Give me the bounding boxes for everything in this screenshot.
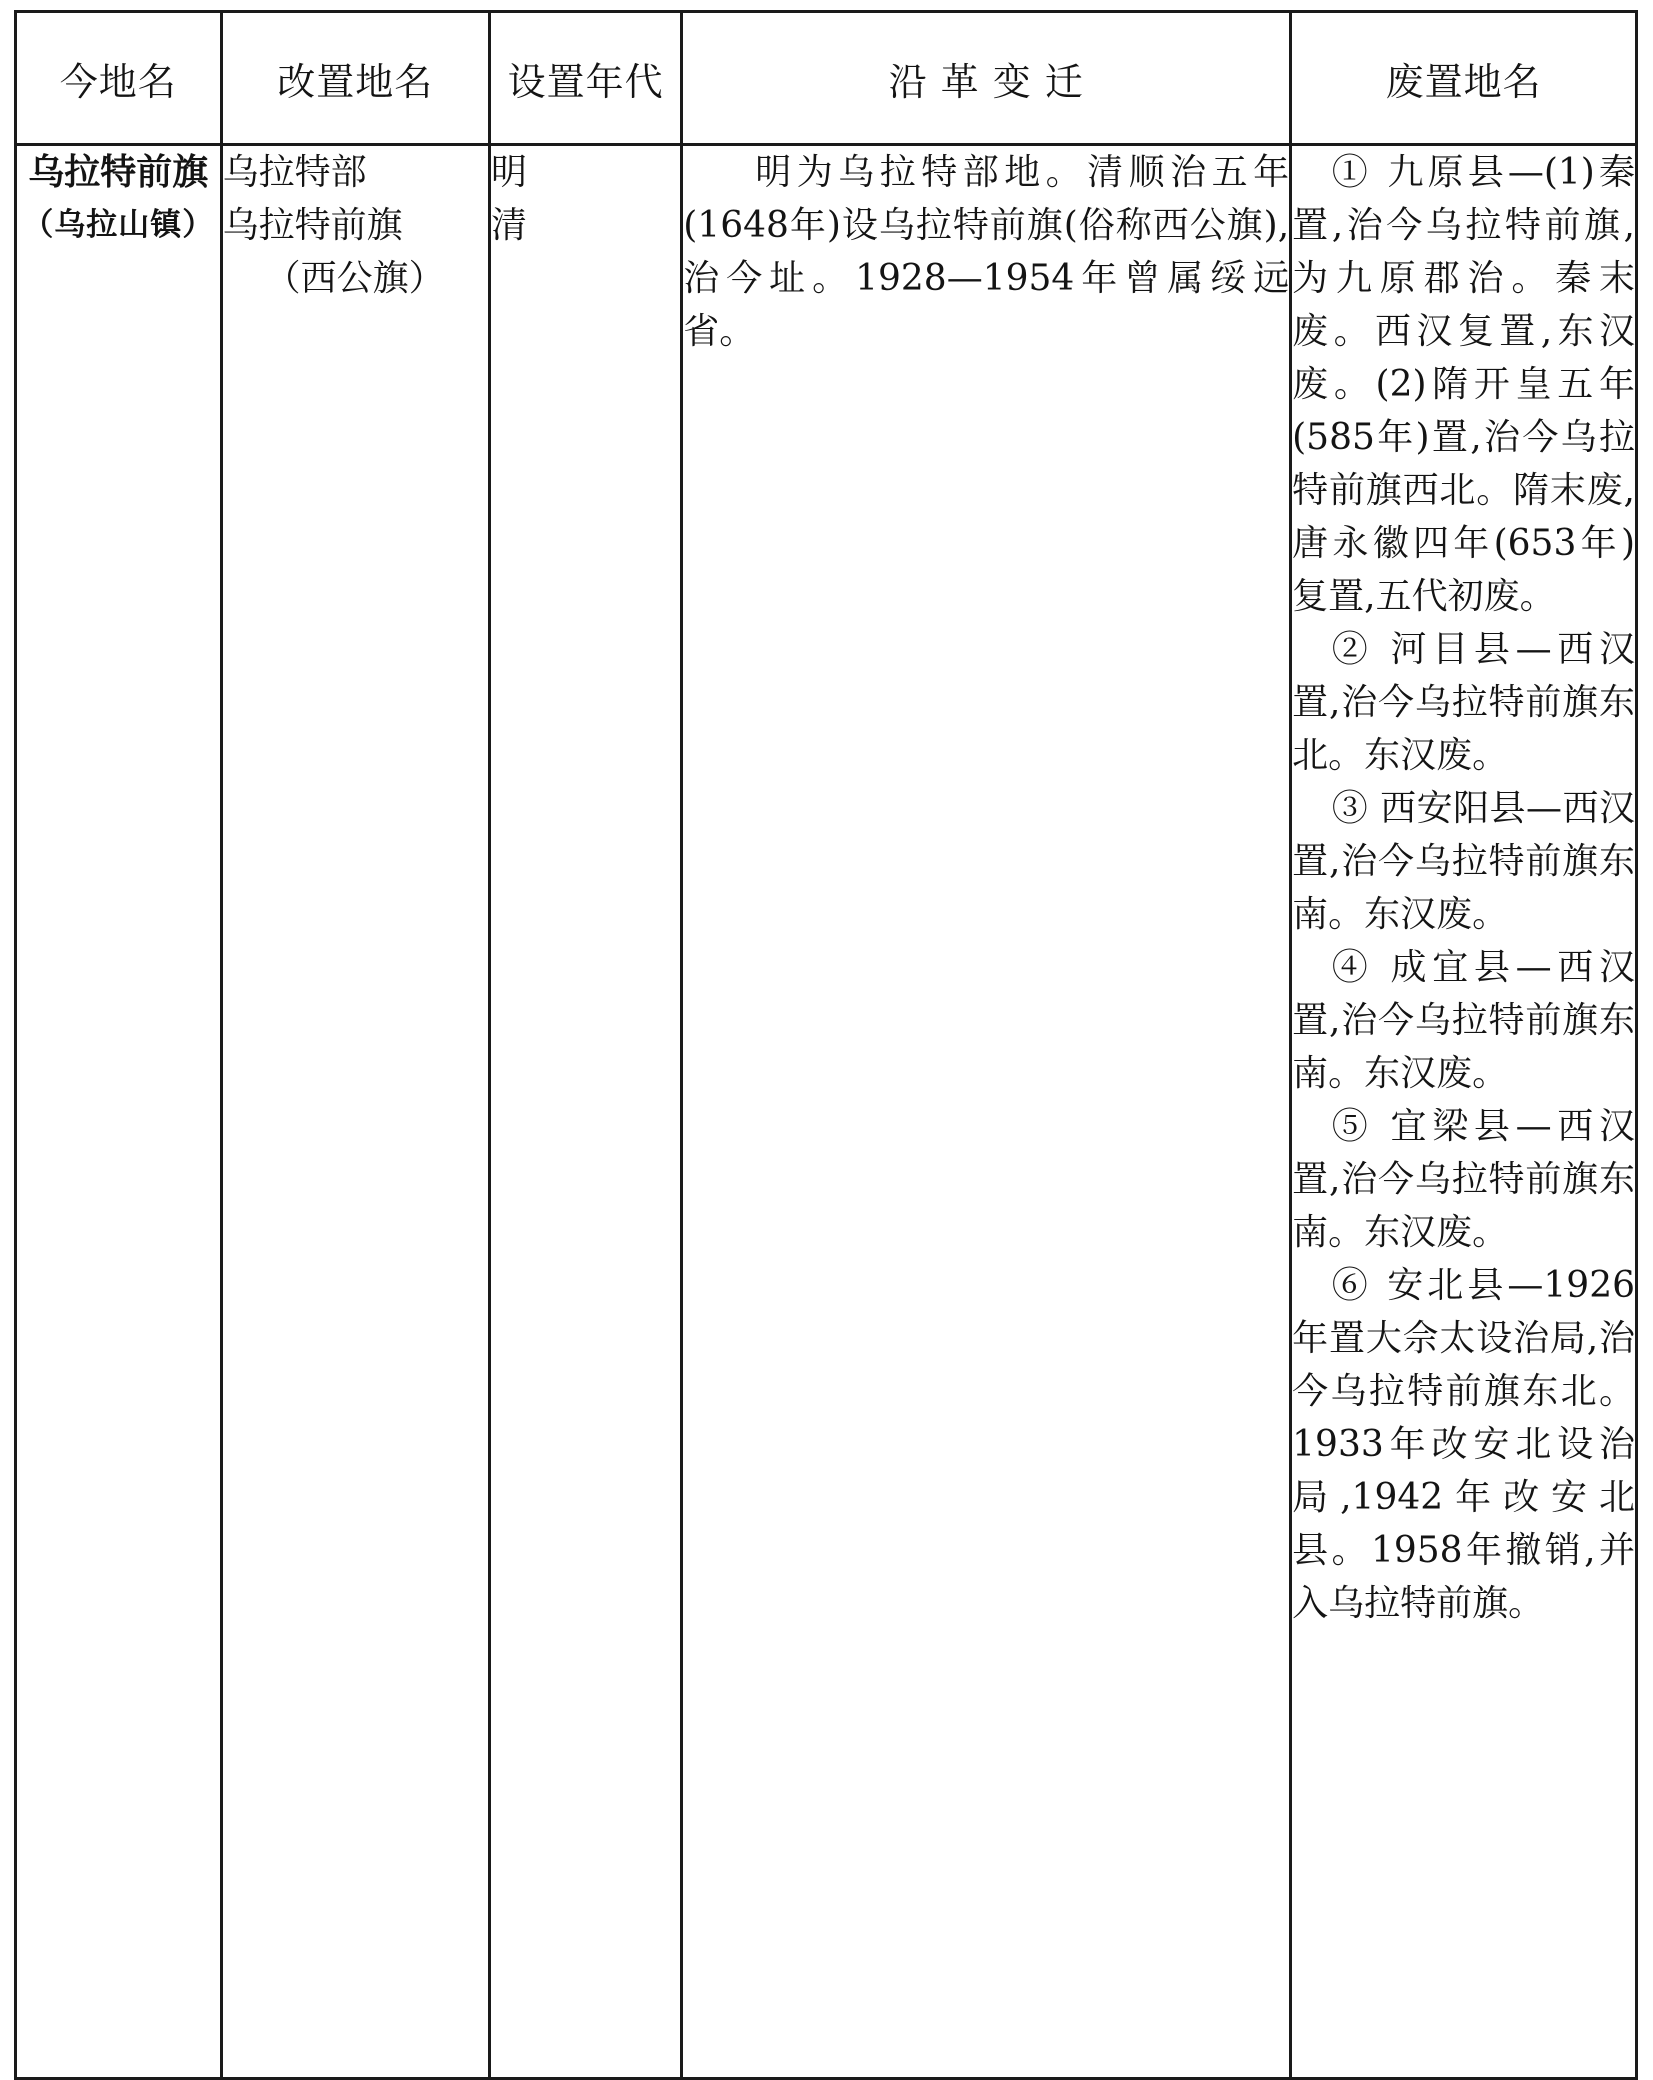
header-abolished-name: 废置地名 <box>1291 12 1637 145</box>
cell-established-eras <box>490 145 682 2079</box>
abolished-entry: ④ 成宜县—西汉置,治今乌拉特前旗东南。东汉废。 <box>1292 947 1635 1094</box>
abolished-entry: ③ 西安阳县—西汉置,治今乌拉特前旗东南。东汉废。 <box>1292 788 1635 935</box>
header-renamed-name: 改置地名 <box>221 12 489 145</box>
renamed-name: 乌拉特前旗 <box>222 205 403 246</box>
abolished-entry: ② 河目县—西汉置,治今乌拉特前旗东北。东汉废。 <box>1292 629 1635 776</box>
cell-history: 明为乌拉特部地。清顺治五年(1648年)设乌拉特前旗(俗称西公旗),治今址。1928—1954年曾属绥远省。 <box>682 145 1291 2079</box>
era: 明 <box>491 152 528 193</box>
renamed-name: 乌拉特部 <box>222 152 367 193</box>
era: 清 <box>491 205 528 246</box>
table-row <box>16 145 1637 2079</box>
cell-abolished-names <box>1291 145 1637 2079</box>
abolished-entry: ⑤ 宜梁县—西汉置,治今乌拉特前旗东南。东汉废。 <box>1292 1106 1635 1253</box>
renamed-name: （西公旗） <box>264 258 445 299</box>
gazetteer-table <box>14 10 1638 2080</box>
abolished-entry: ⑥ 安北县—1926年置大佘太设治局,治今乌拉特前旗东北。1933年改安北设治局,1942年改安北县。1958年撤销,并入乌拉特前旗。 <box>1292 1265 1635 1624</box>
header-row <box>16 12 1637 145</box>
cell-current-name <box>16 145 222 2079</box>
current-name: 乌拉特前旗 <box>28 151 209 193</box>
header-current-name: 今地名 <box>16 12 222 145</box>
cell-renamed-names <box>221 145 489 2079</box>
header-history: 沿 革 变 迁 <box>682 12 1291 145</box>
current-name-alt: （乌拉山镇） <box>22 207 215 243</box>
header-established-era: 设置年代 <box>490 12 682 145</box>
abolished-entry: ① 九原县—(1)秦置,治今乌拉特前旗,为九原郡治。秦末废。西汉复置,东汉废。(2)隋开皇五年(585年)置,治今乌拉特前旗西北。隋末废,唐永徽四年(653年)复置,五代初废。 <box>1292 152 1635 617</box>
